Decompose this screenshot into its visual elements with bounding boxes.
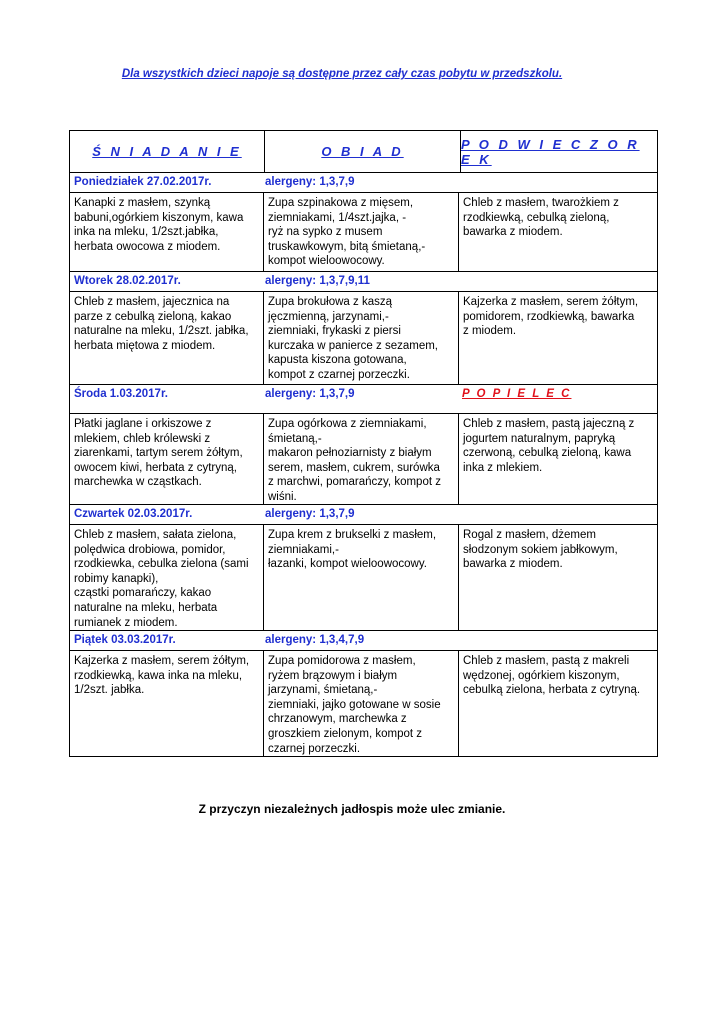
drinks-note: Dla wszystkich dzieci napoje są dostępne przez cały czas pobytu w przedszkolu. [121, 68, 563, 80]
meal-row-tuesday [70, 292, 657, 385]
header-lunch: O B I A D [265, 131, 461, 172]
day-row-monday [70, 173, 657, 193]
day-row-wednesday [70, 385, 657, 414]
day-row-tuesday [70, 272, 657, 292]
lunch-cell: Zupa ogórkowa z ziemniakami, śmietaną,- makaron pełnoziarnisty z białym serem, masłem, cukrem, surówka z marchwi, pomarańczy, kompot z wiśni. [264, 414, 459, 504]
header-breakfast: Ś N I A D A N I E [70, 131, 265, 172]
menu-change-disclaimer: Z przyczyn niezależnych jadłospis może ulec zmianie. [198, 802, 506, 816]
breakfast-cell: Chleb z masłem, jajecznica na parze z cebulką zieloną, kakao naturalne na mleku, 1/2szt. jabłka, herbata miętowa z miodem. [70, 292, 264, 384]
meal-row-wednesday [70, 414, 657, 505]
lunch-cell: Zupa szpinakowa z mięsem, ziemniakami, 1/4szt.jajka, - ryż na sypko z musem truskawkowym, bitą śmietaną,- kompot wieloowocowy. [264, 193, 459, 271]
ash-wednesday-label: P O P I E L E C [462, 388, 572, 400]
lunch-cell: Zupa krem z brukselki z masłem, ziemniakami,- łazanki, kompot wieloowocowy. [264, 525, 459, 630]
breakfast-cell: Kajzerka z masłem, serem żółtym, rzodkiewką, kawa inka na mleku, 1/2szt. jabłka. [70, 651, 264, 756]
day-allergens: alergeny: 1,3,7,9 [265, 176, 355, 188]
lunch-cell: Zupa pomidorowa z masłem, ryżem brązowym i białym jarzynami, śmietaną,- ziemniaki, jajko gotowane w sosie chrzanowym, marchewka z groszkiem zielonym, kompot z czarnej porzeczki. [264, 651, 459, 756]
breakfast-cell: Płatki jaglane i orkiszowe z mlekiem, chleb królewski z ziarenkami, tartym serem żółtym, owocem kiwi, herbata z cytryną, marchewka w cząstkach. [70, 414, 264, 504]
day-allergens: alergeny: 1,3,7,9 [265, 508, 355, 520]
lunch-cell: Zupa brokułowa z kaszą jęczmienną, jarzynami,- ziemniaki, frykaski z piersi kurczaka w panierce z sezamem, kapusta kiszona gotowana, kompot z czarnej porzeczki. [264, 292, 459, 384]
day-name: Poniedziałek 27.02.2017r. [74, 176, 212, 188]
header-snack: P O D W I E C Z O R E K [461, 136, 640, 167]
day-name: Czwartek 02.03.2017r. [74, 508, 193, 520]
meal-row-monday [70, 193, 657, 272]
day-row-thursday [70, 505, 657, 525]
day-allergens: alergeny: 1,3,7,9,11 [265, 275, 370, 287]
meal-row-friday [70, 651, 657, 757]
snack-cell: Rogal z masłem, dżemem słodzonym sokiem jabłkowym, bawarka z miodem. [463, 529, 618, 571]
day-row-friday [70, 631, 657, 651]
snack-cell: Chleb z masłem, twarożkiem z rzodkiewką, cebulką zieloną, bawarka z miodem. [463, 197, 619, 239]
menu-header-row [70, 131, 657, 173]
snack-cell: Kajzerka z masłem, serem żółtym, pomidorem, rzodkiewką, bawarka z miodem. [463, 296, 639, 338]
day-allergens: alergeny: 1,3,4,7,9 [265, 634, 365, 646]
breakfast-cell: Chleb z masłem, sałata zielona, polędwica drobiowa, pomidor, rzodkiewka, cebulka zielona (sami robimy kanapki), cząstki pomarańczy, kakao naturalne na mleku, herbata rumianek z miodem. [70, 525, 264, 630]
snack-cell: Chleb z masłem, pastą z makreli wędzonej, ogórkiem kiszonym, cebulką zielona, herbata z cytryną. [463, 655, 641, 697]
day-name: Środa 1.03.2017r. [74, 388, 168, 400]
day-allergens: alergeny: 1,3,7,9 [265, 388, 355, 400]
menu-table [69, 130, 658, 757]
day-name: Wtorek 28.02.2017r. [74, 275, 181, 287]
day-name: Piątek 03.03.2017r. [74, 634, 176, 646]
meal-row-thursday [70, 525, 657, 631]
breakfast-cell: Kanapki z masłem, szynką babuni,ogórkiem kiszonym, kawa inka na mleku, 1/2szt.jabłka, herbata owocowa z miodem. [70, 193, 264, 271]
snack-cell: Chleb z masłem, pastą jajeczną z jogurtem naturalnym, papryką czerwoną, cebulką zieloną, kawa inka z mlekiem. [463, 418, 635, 474]
